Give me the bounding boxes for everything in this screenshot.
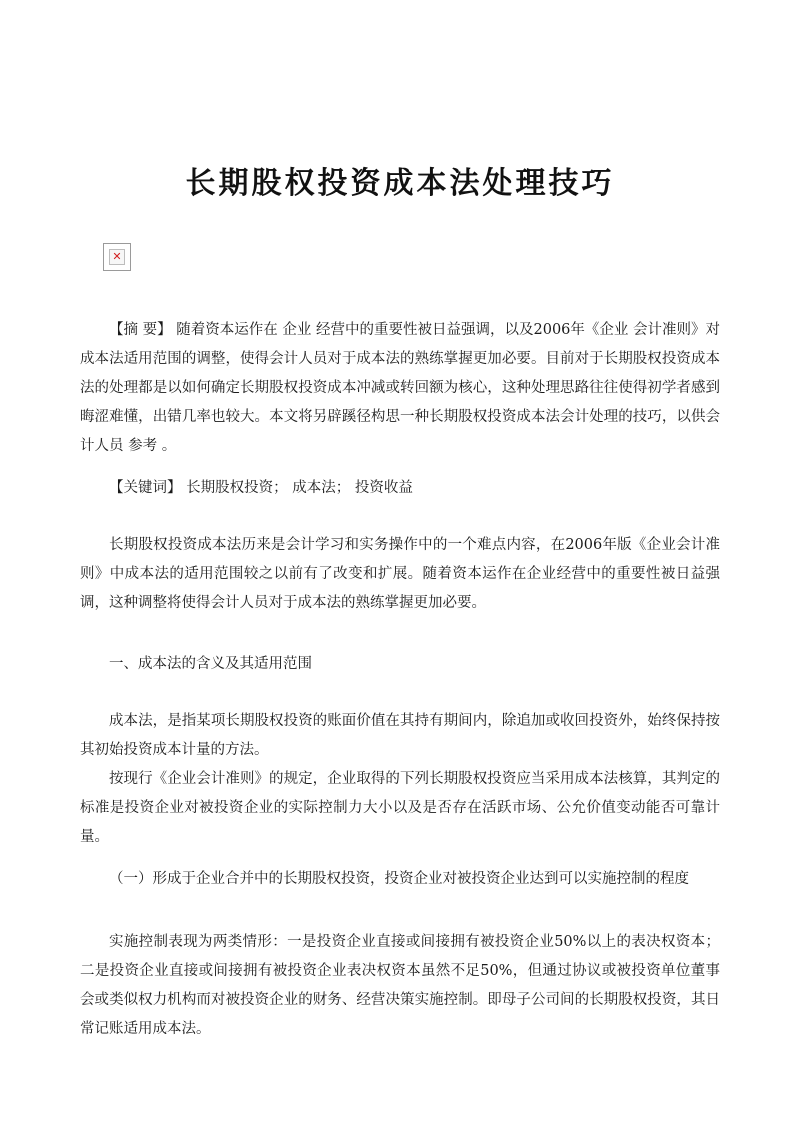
keywords-paragraph	[80, 474, 720, 503]
subsection-heading: （一）形成于企业合并中的长期股权投资，投资企业对被投资企业达到可以实施控制的程度	[109, 871, 689, 887]
criteria-paragraph: 按现行《企业会计准则》的规定，企业取得的下列长期股权投资应当采用成本法核算，其判定的标准是投资企业对被投资企业的实际控制力大小以及是否存在活跃市场、公允价值变动能否可靠计量。	[80, 771, 720, 845]
broken-image-icon	[103, 243, 131, 271]
abstract-paragraph	[80, 316, 720, 461]
keywords-label: 【关键词】	[109, 480, 182, 496]
abstract-label: 【摘 要】	[109, 322, 172, 338]
broken-image-x-mark: ✕	[112, 250, 122, 263]
keywords-text: 长期股权投资； 成本法； 投资收益	[186, 480, 413, 496]
document-title: 长期股权投资成本法处理技巧	[185, 166, 615, 201]
control-paragraph: 实施控制表现为两类情形：一是投资企业直接或间接拥有被投资企业50%以上的表决权资本；二是投资企业直接或间接拥有被投资企业表决权资本虽然不足50%，但通过协议或被投资单位董事会或类似权力机构而对被投资企业的财务、经营决策实施控制。即母子公司间的长期股权投资，其日常记账适用成本法。	[80, 934, 720, 1037]
intro-paragraph: 长期股权投资成本法历来是会计学习和实务操作中的一个难点内容，在2006年版《企业会计准则》中成本法的适用范围较之以前有了改变和扩展。随着资本运作在企业经营中的重要性被日益强调，这种调整将使得会计人员对于成本法的熟练掌握更加必要。	[80, 537, 720, 611]
section-heading: 一、成本法的含义及其适用范围	[109, 656, 312, 672]
abstract-text: 随着资本运作在 企业 经营中的重要性被日益强调，以及2006年《企业 会计准则》对成本法适用范围的调整，使得会计人员对于成本法的熟练掌握更加必要。目前对于长期股权投资成本法的处理都是以如何确定长期股权投资成本冲减或转回额为核心，这种处理思路往往使得初学者感到晦涩难懂，出错几率也较大。本文将另辟蹊径构思一种长期股权投资成本法会计处理的技巧，以供会计人员 参考 。	[80, 322, 721, 454]
broken-image-frame	[109, 249, 125, 265]
definition-paragraph: 成本法，是指某项长期股权投资的账面价值在其持有期间内，除追加或收回投资外，始终保持按其初始投资成本计量的方法。	[80, 713, 720, 758]
